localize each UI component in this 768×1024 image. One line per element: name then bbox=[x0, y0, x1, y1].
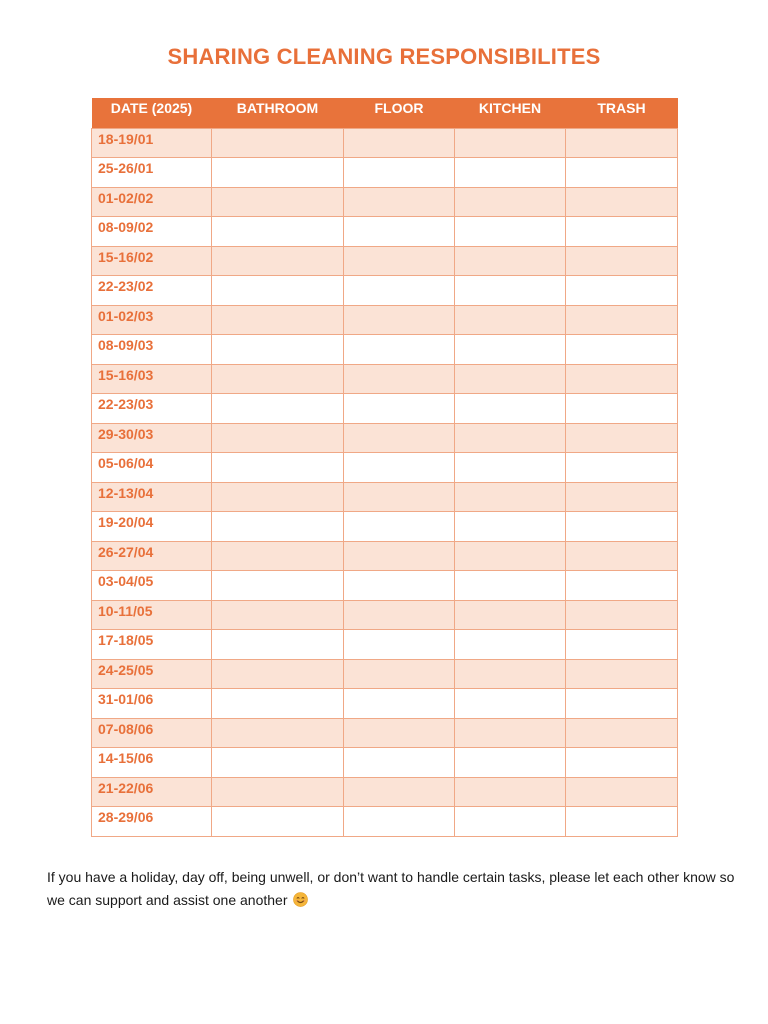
kitchen-cell[interactable] bbox=[455, 453, 566, 483]
floor-cell[interactable] bbox=[344, 571, 455, 601]
date-cell: 01-02/02 bbox=[92, 187, 212, 217]
floor-cell[interactable] bbox=[344, 541, 455, 571]
header-date: DATE (2025) bbox=[110, 100, 193, 116]
floor-cell[interactable] bbox=[344, 600, 455, 630]
kitchen-cell[interactable] bbox=[455, 394, 566, 424]
kitchen-cell[interactable] bbox=[455, 777, 566, 807]
kitchen-cell[interactable] bbox=[455, 689, 566, 719]
table-row bbox=[92, 571, 678, 601]
kitchen-cell[interactable] bbox=[455, 512, 566, 542]
bathroom-cell[interactable] bbox=[212, 512, 344, 542]
table-row bbox=[92, 335, 678, 365]
table-row bbox=[92, 364, 678, 394]
bathroom-cell[interactable] bbox=[212, 807, 344, 837]
kitchen-cell[interactable] bbox=[455, 748, 566, 778]
bathroom-cell[interactable] bbox=[212, 541, 344, 571]
floor-cell[interactable] bbox=[344, 246, 455, 276]
trash-cell[interactable] bbox=[566, 807, 678, 837]
date-cell: 22-23/02 bbox=[92, 276, 212, 306]
floor-cell[interactable] bbox=[344, 364, 455, 394]
table-row bbox=[92, 777, 678, 807]
floor-cell[interactable] bbox=[344, 217, 455, 247]
floor-cell[interactable] bbox=[344, 305, 455, 335]
date-cell: 22-23/03 bbox=[92, 394, 212, 424]
date-cell: 15-16/02 bbox=[92, 246, 212, 276]
header-bathroom: BATHROOM bbox=[236, 100, 319, 116]
floor-cell[interactable] bbox=[344, 423, 455, 453]
table-row bbox=[92, 246, 678, 276]
table-row bbox=[92, 453, 678, 483]
trash-cell[interactable] bbox=[566, 512, 678, 542]
kitchen-cell[interactable] bbox=[455, 423, 566, 453]
trash-cell[interactable] bbox=[566, 689, 678, 719]
date-cell: 26-27/04 bbox=[92, 541, 212, 571]
kitchen-cell[interactable] bbox=[455, 128, 566, 158]
floor-cell[interactable] bbox=[344, 807, 455, 837]
bathroom-cell[interactable] bbox=[212, 187, 344, 217]
trash-cell[interactable] bbox=[566, 659, 678, 689]
date-cell: 17-18/05 bbox=[92, 630, 212, 660]
trash-cell[interactable] bbox=[566, 453, 678, 483]
floor-cell[interactable] bbox=[344, 158, 455, 188]
date-cell: 15-16/03 bbox=[92, 364, 212, 394]
trash-cell[interactable] bbox=[566, 305, 678, 335]
header-floor: FLOOR bbox=[374, 100, 424, 116]
date-cell: 08-09/02 bbox=[92, 217, 212, 247]
table-row bbox=[92, 305, 678, 335]
kitchen-cell[interactable] bbox=[455, 571, 566, 601]
floor-cell[interactable] bbox=[344, 453, 455, 483]
kitchen-cell[interactable] bbox=[455, 335, 566, 365]
floor-cell[interactable] bbox=[344, 187, 455, 217]
trash-cell[interactable] bbox=[566, 423, 678, 453]
date-cell: 28-29/06 bbox=[92, 807, 212, 837]
date-cell: 07-08/06 bbox=[92, 718, 212, 748]
floor-cell[interactable] bbox=[344, 689, 455, 719]
floor-cell[interactable] bbox=[344, 748, 455, 778]
floor-cell[interactable] bbox=[344, 718, 455, 748]
footer-note bbox=[47, 866, 737, 912]
bathroom-cell[interactable] bbox=[212, 217, 344, 247]
trash-cell[interactable] bbox=[566, 276, 678, 306]
kitchen-cell[interactable] bbox=[455, 807, 566, 837]
date-cell: 12-13/04 bbox=[92, 482, 212, 512]
bathroom-cell[interactable] bbox=[212, 659, 344, 689]
table-row bbox=[92, 217, 678, 247]
floor-cell[interactable] bbox=[344, 659, 455, 689]
bathroom-cell[interactable] bbox=[212, 600, 344, 630]
kitchen-cell[interactable] bbox=[455, 600, 566, 630]
kitchen-cell[interactable] bbox=[455, 187, 566, 217]
table-row bbox=[92, 630, 678, 660]
table-row bbox=[92, 423, 678, 453]
kitchen-cell[interactable] bbox=[455, 217, 566, 247]
bathroom-cell[interactable] bbox=[212, 718, 344, 748]
table-row bbox=[92, 807, 678, 837]
kitchen-cell[interactable] bbox=[455, 659, 566, 689]
date-cell: 08-09/03 bbox=[92, 335, 212, 365]
smiling-face-icon bbox=[293, 892, 308, 907]
floor-cell[interactable] bbox=[344, 394, 455, 424]
bathroom-cell[interactable] bbox=[212, 394, 344, 424]
date-cell: 29-30/03 bbox=[92, 423, 212, 453]
kitchen-cell[interactable] bbox=[455, 718, 566, 748]
table-row bbox=[92, 689, 678, 719]
date-cell: 19-20/04 bbox=[92, 512, 212, 542]
date-cell: 03-04/05 bbox=[92, 571, 212, 601]
date-cell: 31-01/06 bbox=[92, 689, 212, 719]
header-kitchen: KITCHEN bbox=[478, 100, 542, 116]
table-row bbox=[92, 512, 678, 542]
trash-cell[interactable] bbox=[566, 718, 678, 748]
trash-cell[interactable] bbox=[566, 748, 678, 778]
trash-cell[interactable] bbox=[566, 364, 678, 394]
bathroom-cell[interactable] bbox=[212, 128, 344, 158]
table-row bbox=[92, 482, 678, 512]
trash-cell[interactable] bbox=[566, 630, 678, 660]
header-trash: TRASH bbox=[597, 100, 646, 116]
bathroom-cell[interactable] bbox=[212, 246, 344, 276]
kitchen-cell[interactable] bbox=[455, 482, 566, 512]
date-cell: 21-22/06 bbox=[92, 777, 212, 807]
date-cell: 10-11/05 bbox=[92, 600, 212, 630]
footer-note-text: If you have a holiday, day off, being unwell, or don’t want to handle certain tasks, please let each other know so we can support and assist one another bbox=[47, 869, 735, 908]
table-row bbox=[92, 158, 678, 188]
bathroom-cell[interactable] bbox=[212, 689, 344, 719]
bathroom-cell[interactable] bbox=[212, 423, 344, 453]
bathroom-cell[interactable] bbox=[212, 748, 344, 778]
floor-cell[interactable] bbox=[344, 630, 455, 660]
bathroom-cell[interactable] bbox=[212, 571, 344, 601]
kitchen-cell[interactable] bbox=[455, 276, 566, 306]
table-row bbox=[92, 600, 678, 630]
table-row bbox=[92, 659, 678, 689]
trash-cell[interactable] bbox=[566, 217, 678, 247]
date-cell: 24-25/05 bbox=[92, 659, 212, 689]
kitchen-cell[interactable] bbox=[455, 246, 566, 276]
cleaning-schedule-table bbox=[91, 98, 678, 837]
table-header-row bbox=[92, 98, 678, 128]
trash-cell[interactable] bbox=[566, 482, 678, 512]
trash-cell[interactable] bbox=[566, 187, 678, 217]
page-title: SHARING CLEANING RESPONSIBILITES bbox=[167, 44, 601, 69]
kitchen-cell[interactable] bbox=[455, 541, 566, 571]
bathroom-cell[interactable] bbox=[212, 276, 344, 306]
kitchen-cell[interactable] bbox=[455, 305, 566, 335]
kitchen-cell[interactable] bbox=[455, 630, 566, 660]
trash-cell[interactable] bbox=[566, 600, 678, 630]
date-cell: 25-26/01 bbox=[92, 158, 212, 188]
table-row bbox=[92, 748, 678, 778]
table-body bbox=[92, 128, 678, 836]
trash-cell[interactable] bbox=[566, 335, 678, 365]
bathroom-cell[interactable] bbox=[212, 305, 344, 335]
floor-cell[interactable] bbox=[344, 276, 455, 306]
bathroom-cell[interactable] bbox=[212, 482, 344, 512]
table-row bbox=[92, 128, 678, 158]
bathroom-cell[interactable] bbox=[212, 630, 344, 660]
kitchen-cell[interactable] bbox=[455, 158, 566, 188]
bathroom-cell[interactable] bbox=[212, 335, 344, 365]
trash-cell[interactable] bbox=[566, 158, 678, 188]
table-row bbox=[92, 394, 678, 424]
floor-cell[interactable] bbox=[344, 482, 455, 512]
trash-cell[interactable] bbox=[566, 777, 678, 807]
trash-cell[interactable] bbox=[566, 394, 678, 424]
bathroom-cell[interactable] bbox=[212, 364, 344, 394]
trash-cell[interactable] bbox=[566, 571, 678, 601]
table-row bbox=[92, 718, 678, 748]
trash-cell[interactable] bbox=[566, 246, 678, 276]
trash-cell[interactable] bbox=[566, 128, 678, 158]
floor-cell[interactable] bbox=[344, 777, 455, 807]
date-cell: 14-15/06 bbox=[92, 748, 212, 778]
bathroom-cell[interactable] bbox=[212, 158, 344, 188]
bathroom-cell[interactable] bbox=[212, 777, 344, 807]
kitchen-cell[interactable] bbox=[455, 364, 566, 394]
floor-cell[interactable] bbox=[344, 335, 455, 365]
date-cell: 05-06/04 bbox=[92, 453, 212, 483]
floor-cell[interactable] bbox=[344, 512, 455, 542]
date-cell: 01-02/03 bbox=[92, 305, 212, 335]
table-row bbox=[92, 187, 678, 217]
floor-cell[interactable] bbox=[344, 128, 455, 158]
table-row bbox=[92, 541, 678, 571]
table-row bbox=[92, 276, 678, 306]
trash-cell[interactable] bbox=[566, 541, 678, 571]
date-cell: 18-19/01 bbox=[92, 128, 212, 158]
bathroom-cell[interactable] bbox=[212, 453, 344, 483]
